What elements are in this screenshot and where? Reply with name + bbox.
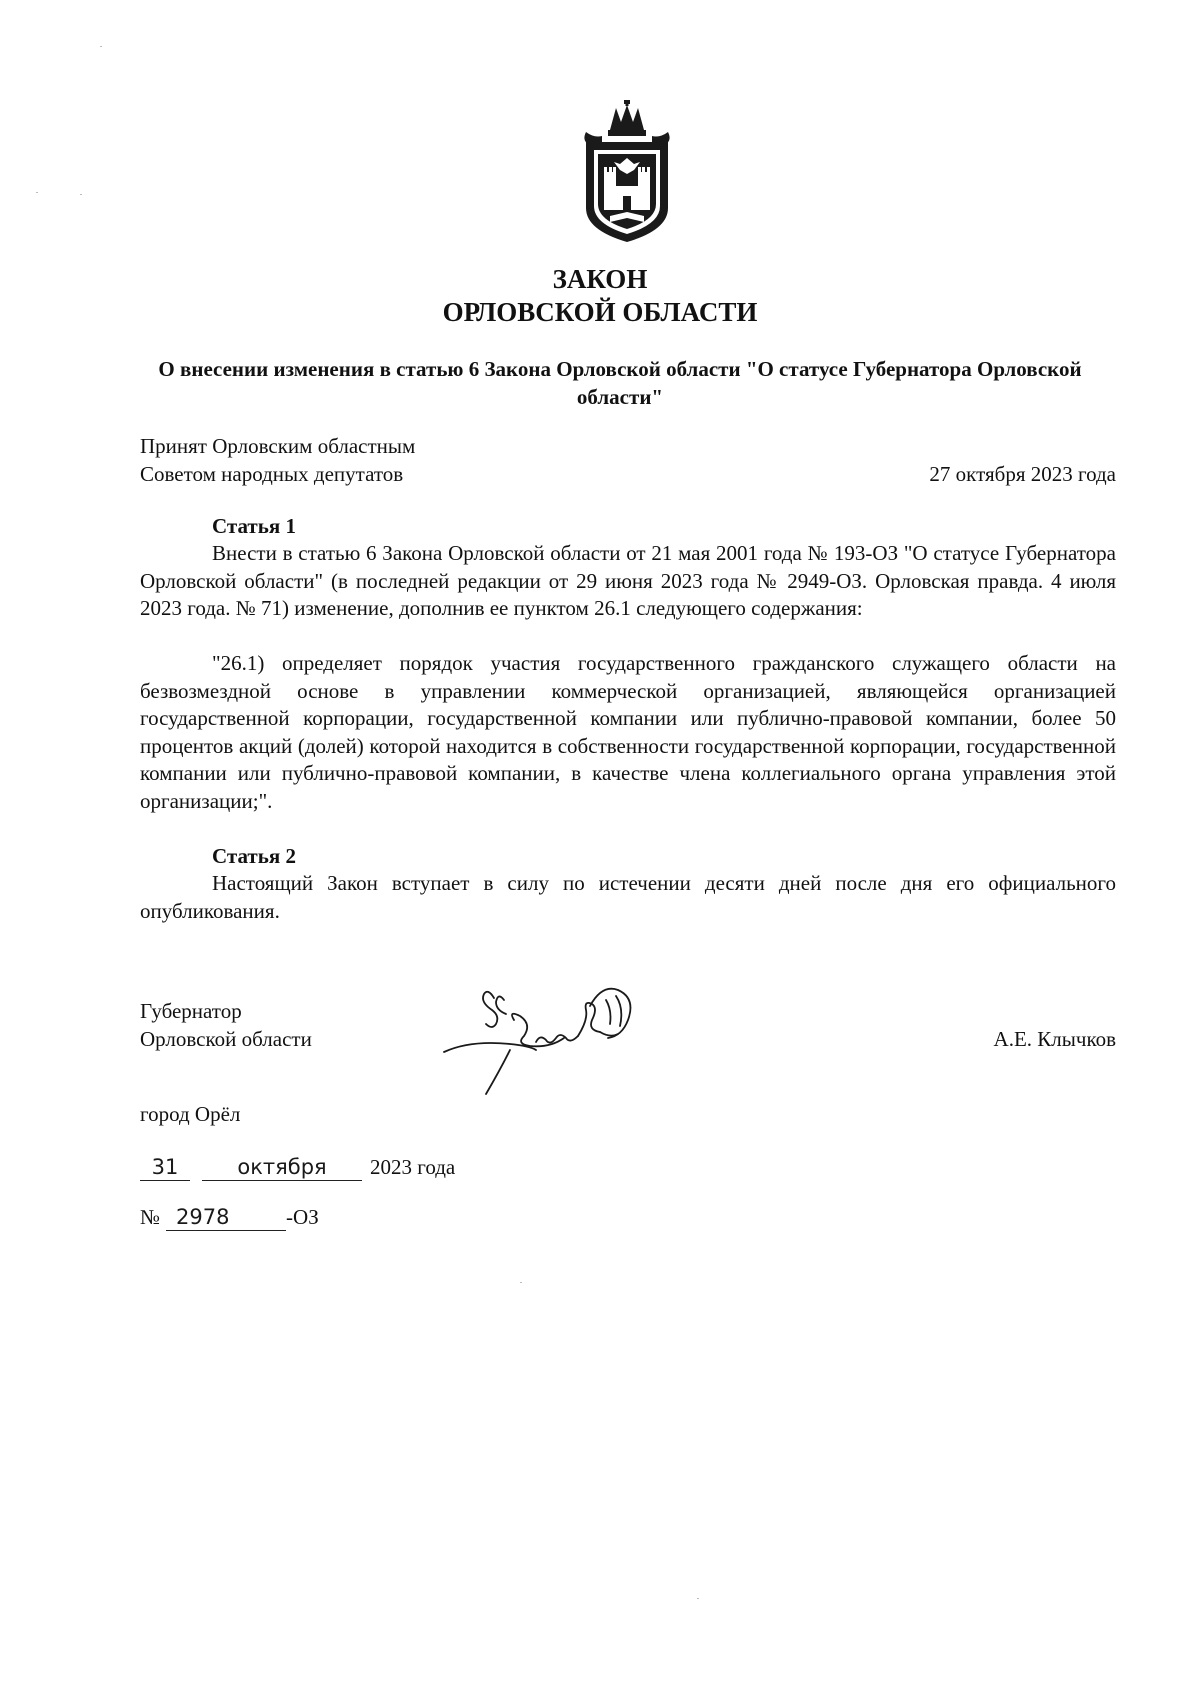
article-2-heading: Статья 2 [212,844,296,868]
signing-date [140,1150,455,1184]
coat-of-arms-icon [580,100,674,245]
signatory-name: А.Е. Клычков [993,1027,1116,1051]
article-1-paragraph-1: Внести в статью 6 Закона Орловской области от 21 мая 2001 года № 193-ОЗ "О статусе Губернатора Орловской области" (в последней редакции от 29 июня 2023 года № 2949-ОЗ. Орловская правда. 4 июля 2023 года. № 71) изменение, дополнив ее пунктом 26.1 следующего содержания: [140,541,1116,620]
law-number [140,1200,319,1234]
adoption-date: 27 октября 2023 года [929,462,1116,486]
handwritten-signature-icon [440,980,660,1100]
article-2-paragraph-1: Настоящий Закон вступает в силу по истечении десяти дней после дня его официального опубликования. [140,871,1116,923]
signatory-position-line-2: Орловской области [140,1027,312,1051]
adoption-line-1: Принят Орловским областным [140,434,416,458]
signing-city: город Орёл [140,1102,241,1126]
signing-month: октября [202,1154,362,1181]
law-number-value: 2978 [166,1204,286,1231]
article-1-heading: Статья 1 [212,514,296,538]
document-subtitle: О внесении изменения в статью 6 Закона Орловской области "О статусе Губернатора Орловской области" [158,357,1082,409]
adoption-line-2: Советом народных депутатов [140,462,404,486]
law-number-suffix: -ОЗ [286,1205,319,1229]
signatory-position-line-1: Губернатор [140,999,242,1023]
law-number-prefix: № [140,1205,161,1229]
document-title-region: ОРЛОВСКОЙ ОБЛАСТИ [442,297,758,327]
article-1-paragraph-2: "26.1) определяет порядок участия государственного гражданского служащего области на безвозмездной основе в управлении коммерческой организацией, являющейся организацией государственной корпорации, государственной компании или публично-правовой компании, более 50 процентов акций (долей) которой находится в собственности государственной корпорации, государственной компании или публично-правовой компании, в качестве члена коллегиального органа управления этой организации;". [140,651,1116,813]
signing-year: 2023 года [370,1155,456,1179]
adoption-authority [140,432,415,488]
signatory-position [140,997,312,1053]
document-title: ЗАКОН [552,264,648,294]
signing-day: 31 [140,1154,190,1181]
